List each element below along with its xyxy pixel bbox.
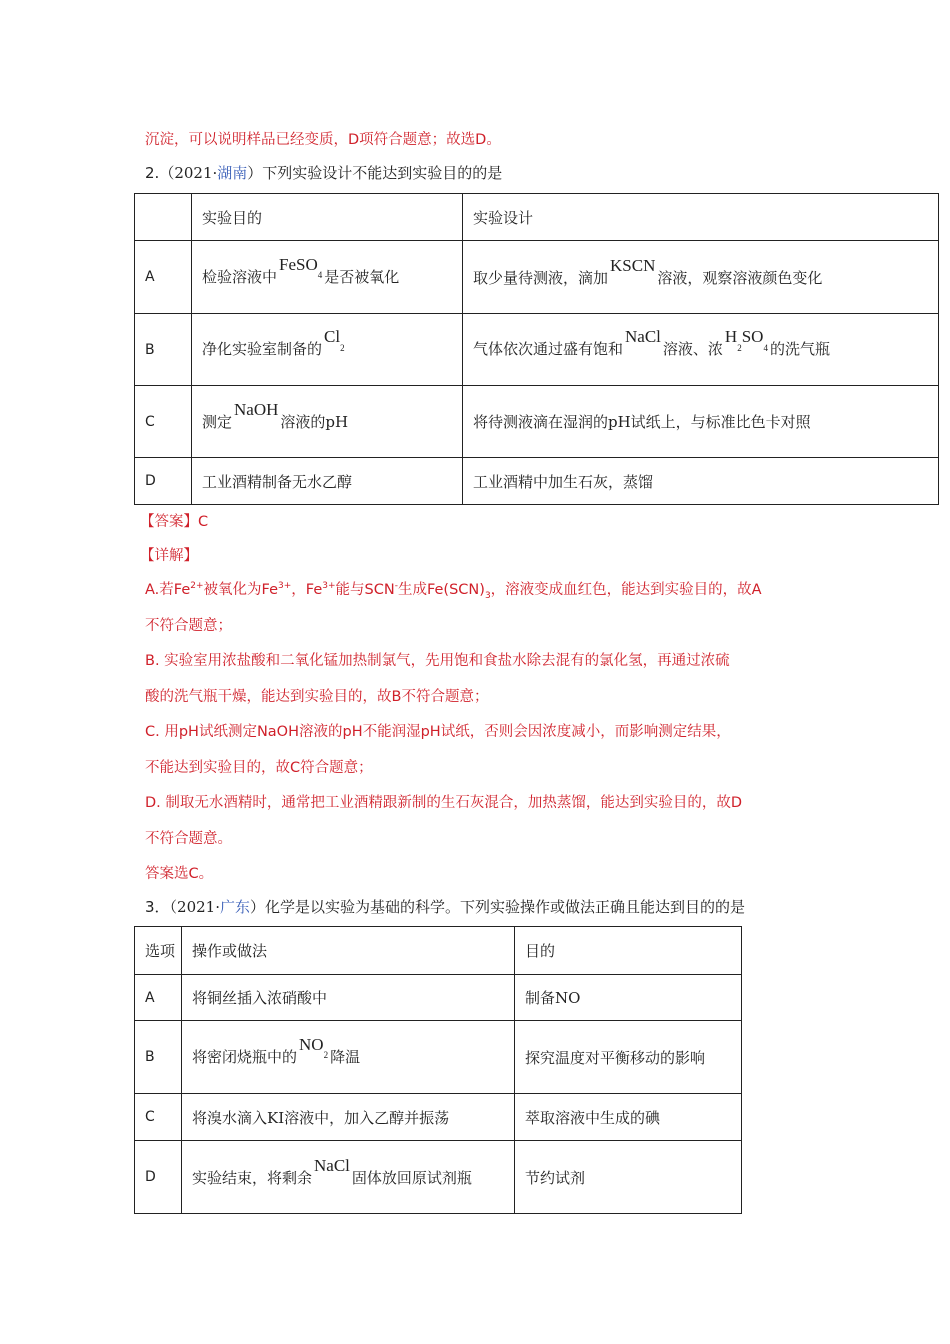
table-row <box>135 458 939 505</box>
option-letter: D <box>135 458 192 505</box>
explanation-c-line2: 不能达到实验目的，故C符合题意； <box>145 760 373 776</box>
explanation-a-line1: A.若$Fe^{2+}$被氧化为$Fe^{3+}$，$Fe^{3+}$能与SCN-生成$Fe(SCN)_3$，溶液变成血红色，能达到实验目的，故A <box>145 581 762 601</box>
question-text: 下列实验设计不能达到实验目的的是 <box>262 164 503 182</box>
answer-label: 【答案】C <box>140 514 209 530</box>
explanation-b-line2: 酸的洗气瓶干燥，能达到实验目的，故B不符合题意； <box>145 689 489 705</box>
table-row <box>135 1141 742 1214</box>
option-letter: D <box>135 1141 182 1214</box>
question-2-table <box>134 193 939 505</box>
goal-cell: 测定NaOH溶液的pH <box>192 386 463 458</box>
source-place: 广东 <box>220 898 251 916</box>
question-3-table <box>134 926 742 1214</box>
design-cell: 将待测液滴在湿润的pH试纸上，与标准比色卡对照 <box>463 386 939 458</box>
operation-cell: 实验结束，将剩余NaCl固体放回原试剂瓶 <box>182 1141 515 1214</box>
goal-cell: 制备NO <box>515 975 742 1021</box>
table-row <box>135 314 939 386</box>
design-cell: 工业酒精中加生石灰，蒸馏 <box>463 458 939 505</box>
option-letter: C <box>135 386 192 458</box>
source-place: 湖南 <box>217 164 248 182</box>
table-row <box>135 1021 742 1094</box>
explanation-d-line2: 不符合题意。 <box>145 831 232 847</box>
explanation-c-line1: C. 用pH试纸测定NaOH溶液的pH不能润湿pH试纸，否则会因浓度减小，而影响测定结果， <box>145 724 731 740</box>
source-close: ） <box>247 164 263 182</box>
table-header-row <box>135 927 742 975</box>
table-row <box>135 975 742 1021</box>
goal-cell: 检验溶液中FeSO$_4$ 是否被氧化 <box>192 241 463 314</box>
explanation-d-line1: D. 制取无水酒精时，通常把工业酒精跟新制的生石灰混合，加热蒸馏，能达到实验目的，故D <box>145 795 743 811</box>
goal-cell: 探究温度对平衡移动的影响 <box>515 1021 742 1094</box>
question-2-stem <box>145 162 502 183</box>
table-header-row <box>135 194 939 241</box>
option-letter: A <box>135 975 182 1021</box>
goal-cell: 节约试剂 <box>515 1141 742 1214</box>
header-goal: 实验目的 <box>192 194 463 241</box>
option-letter: B <box>135 314 192 386</box>
detail-label: 【详解】 <box>140 548 198 564</box>
question-3-stem <box>145 896 745 917</box>
question-number: 2. <box>145 164 160 182</box>
question-text: 化学是以实验为基础的科学。下列实验操作或做法正确且能达到目的的是 <box>265 898 746 916</box>
operation-cell: 将密闭烧瓶中的$NO_2$ 降温 <box>182 1021 515 1094</box>
option-letter: A <box>135 241 192 314</box>
source-open: （2021· <box>169 898 220 916</box>
header-option: 选项 <box>135 927 182 975</box>
table-row <box>135 386 939 458</box>
table-row <box>135 1094 742 1141</box>
operation-cell: 将溴水滴入KI溶液中，加入乙醇并振荡 <box>182 1094 515 1141</box>
explanation-b-line1: B. 实验室用浓盐酸和二氧化锰加热制氯气，先用饱和食盐水除去混有的氯化氢，再通过浓硫 <box>145 653 730 669</box>
explanation-a-line2: 不符合题意； <box>145 618 232 634</box>
option-letter: B <box>135 1021 182 1094</box>
source-close: ） <box>250 898 266 916</box>
operation-cell: 将铜丝插入浓硝酸中 <box>182 975 515 1021</box>
final-answer: 答案选C。 <box>145 866 214 882</box>
goal-cell: 工业酒精制备无水乙醇 <box>192 458 463 505</box>
goal-cell: 萃取溶液中生成的碘 <box>515 1094 742 1141</box>
header-goal: 目的 <box>515 927 742 975</box>
question-number: 3． <box>145 898 170 916</box>
table-row <box>135 241 939 314</box>
goal-cell: 净化实验室制备的$Cl_2$ <box>192 314 463 386</box>
source-open: （2021· <box>159 164 218 182</box>
design-cell: 取少量待测液，滴加KSCN溶液，观察溶液颜色变化 <box>463 241 939 314</box>
header-design: 实验设计 <box>463 194 939 241</box>
header-operation: 操作或做法 <box>182 927 515 975</box>
previous-answer-tail: 沉淀，可以说明样品已经变质，D项符合题意；故选D。 <box>145 132 501 148</box>
option-letter: C <box>135 1094 182 1141</box>
design-cell: 气体依次通过盛有饱和NaCl溶液、浓$H_2SO_4$ 的洗气瓶 <box>463 314 939 386</box>
